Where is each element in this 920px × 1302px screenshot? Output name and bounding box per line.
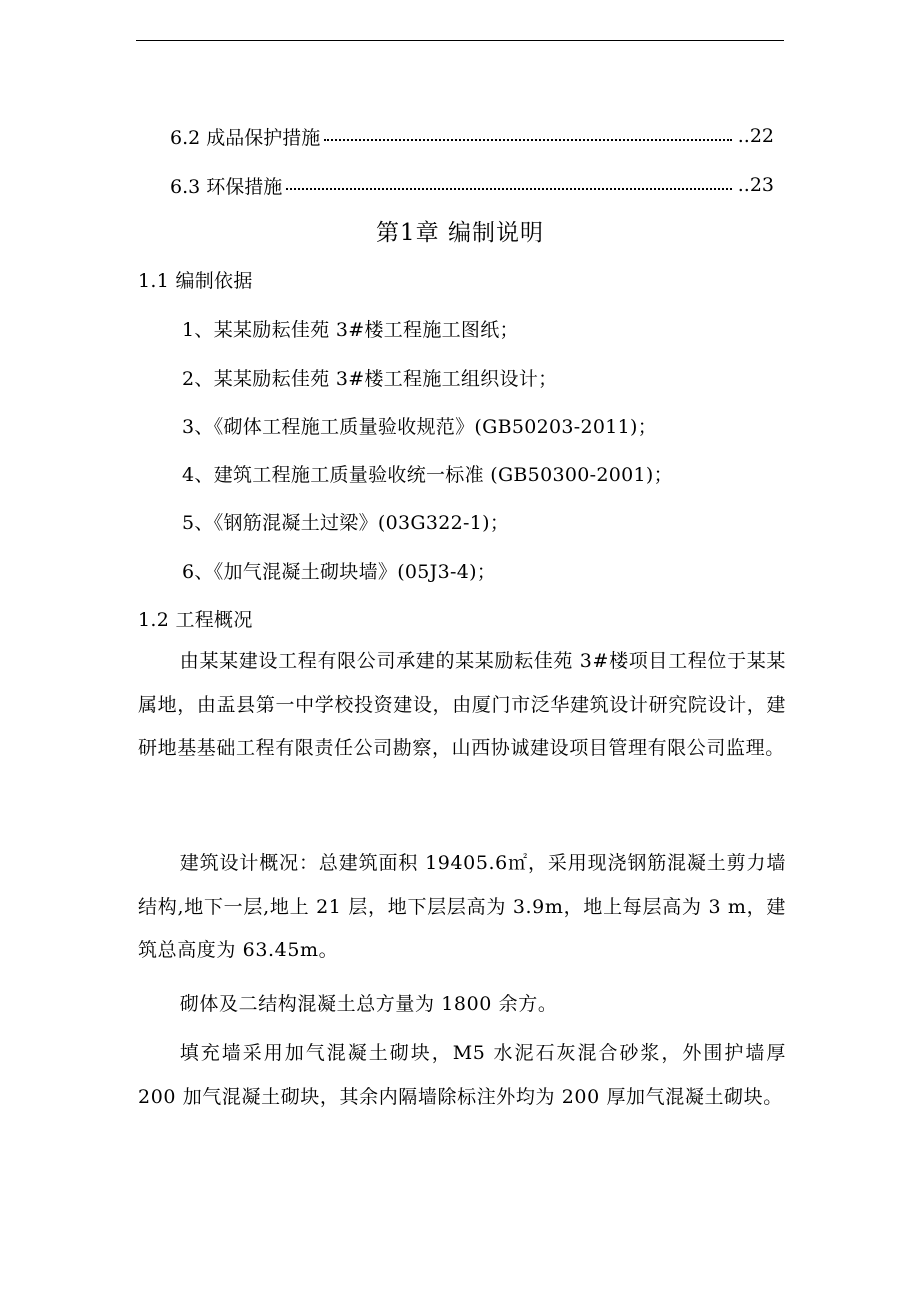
chapter-title: 第1章 编制说明 [376,220,544,246]
header-rule [136,40,784,41]
basis-item-1: 1、某某励耘佳苑 3#楼工程施工图纸； [182,319,519,341]
toc-entry-6-2[interactable] [170,123,774,149]
overview-paragraph-2: 建筑设计概况：总建筑面积 19405.6㎡，采用现浇钢筋混凝土剪力墙结构,地下一层,地上 21 层，地下层层高为 3.9m，地上每层高为 3 m，建筑总高度为 63.45m。 [138,852,786,961]
toc-leader [286,188,731,190]
basis-item-4: 4、建筑工程施工质量验收统一标准 (GB50300-2001)； [182,464,673,486]
basis-item-3: 3、《砌体工程施工质量验收规范》(GB50203-2011)； [182,416,658,438]
toc-page-number: ..22 [737,125,774,147]
section-heading-1-1: 1.1 编制依据 [138,270,253,292]
toc-page-number: ..23 [737,174,774,196]
toc-leader [324,139,731,141]
basis-item-5: 5、《钢筋混凝土过梁》(03G322-1)； [182,512,510,534]
basis-item-2: 2、某某励耘佳苑 3#楼工程施工组织设计； [182,368,558,390]
overview-paragraph-4: 填充墙采用加气混凝土砌块，M5 水泥石灰混合砂浆，外围护墙厚 200 加气混凝土砌块，其余内隔墙除标注外均为 200 厚加气混凝土砌块。 [138,1042,786,1108]
toc-entry-6-3[interactable] [170,172,774,198]
basis-item-6: 6、《加气混凝土砌块墙》(05J3-4)； [182,561,497,583]
section-heading-1-2: 1.2 工程概况 [138,609,253,631]
toc-label: 6.2 成品保护措施 [170,126,321,149]
toc-label: 6.3 环保措施 [170,175,283,198]
overview-paragraph-3: 砌体及二结构混凝土总方量为 1800 余方。 [179,993,558,1015]
overview-paragraph-1: 由某某建设工程有限公司承建的某某励耘佳苑 3#楼项目工程位于某某属地，由盂县第一中学校投资建设，由厦门市泛华建筑设计研究院设计，建研地基基础工程有限责任公司勘察，山西协诚建设项目管理有限公司监理。 [138,650,786,759]
